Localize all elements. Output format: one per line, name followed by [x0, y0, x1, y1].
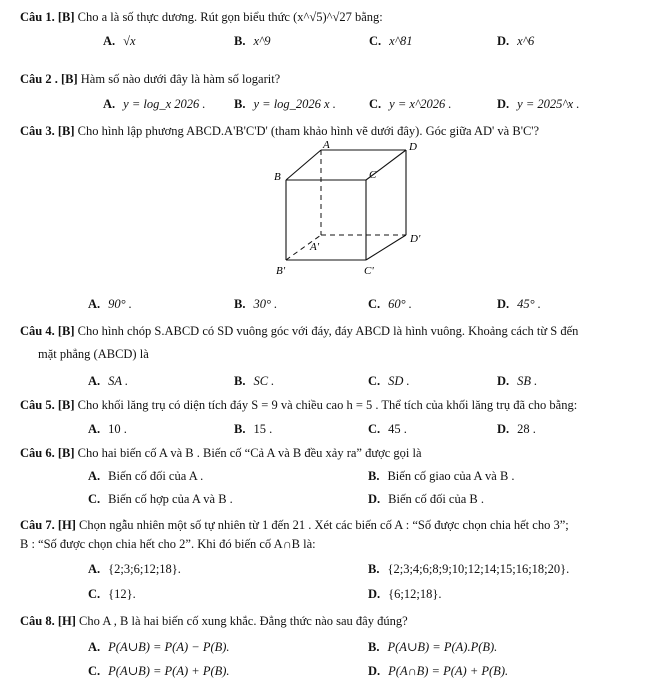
label-d: D — [409, 141, 417, 153]
label-c1: C' — [364, 265, 374, 277]
option-d[interactable]: D. 28 . — [497, 422, 536, 436]
question-text: Hàm số nào dưới đây là hàm số logarit? — [80, 72, 281, 86]
label-a1: A' — [310, 241, 320, 253]
option-a[interactable]: A. P(A∪B) = P(A) − P(B). — [88, 640, 230, 654]
option-b[interactable]: B. SC . — [234, 374, 275, 388]
option-b[interactable]: B. 30° . — [234, 297, 278, 311]
option-b[interactable]: B. P(A∪B) = P(A).P(B). — [368, 640, 498, 654]
question-level: [B] — [57, 324, 75, 338]
option-b[interactable]: B. Biến cố giao của A và B . — [368, 469, 515, 483]
edge-ab — [286, 150, 321, 180]
question-3 — [20, 124, 539, 139]
question-text: Cho A , B là hai biến cố xung khắc. Đẳng thức nào sau đây đúng? — [79, 614, 408, 628]
option-a[interactable]: A. √x — [103, 34, 136, 48]
option-a[interactable]: A. 90° . — [88, 297, 132, 311]
question-level: [B] — [57, 446, 75, 460]
question-level: [B] — [57, 398, 75, 412]
question-level: [B] — [60, 72, 78, 86]
option-b[interactable]: B. y = log_2026 x . — [234, 97, 336, 111]
question-text: Cho hai biến cố A và B . Biến cố “Cả A và B đều xảy ra” được gọi là — [77, 446, 422, 460]
question-level: [B] — [57, 10, 75, 24]
question-number: Câu 3. — [20, 124, 55, 138]
option-d[interactable]: D. SB . — [497, 374, 538, 388]
option-c[interactable]: C. 60° . — [368, 297, 412, 311]
question-text: Cho khối lăng trụ có diện tích đáy S = 9 và chiều cao h = 5 . Thể tích của khối lăng trụ đã cho bằng: — [77, 398, 578, 412]
option-c[interactable]: C. SD . — [368, 374, 410, 388]
option-b[interactable]: B. {2;3;4;6;8;9;10;12;14;15;16;18;20}. — [368, 562, 570, 576]
label-b: B — [274, 171, 281, 183]
option-a[interactable]: A. {2;3;6;12;18}. — [88, 562, 181, 576]
question-text: Chọn ngẫu nhiên một số tự nhiên từ 1 đến 21 . Xét các biến cố A : “Số được chọn chia hết cho 3”; — [79, 518, 569, 532]
edge-c1d1 — [366, 235, 406, 260]
option-a[interactable]: A. SA . — [88, 374, 129, 388]
option-c[interactable]: C. P(A∪B) = P(A) + P(B). — [88, 664, 230, 678]
option-d[interactable]: D. P(A∩B) = P(A) + P(B). — [368, 664, 509, 678]
label-b1: B' — [276, 265, 286, 277]
question-level: [B] — [57, 124, 75, 138]
option-d[interactable]: D. 45° . — [497, 297, 541, 311]
option-d[interactable]: D. y = 2025^x . — [497, 97, 580, 111]
option-d[interactable]: D. {6;12;18}. — [368, 587, 442, 601]
question-4 — [20, 324, 578, 339]
question-number: Câu 2 . — [20, 72, 58, 86]
option-b[interactable]: B. 15 . — [234, 422, 273, 436]
option-c[interactable]: C. Biến cố hợp của A và B . — [88, 492, 233, 506]
option-d[interactable]: D. Biến cố đối của B . — [368, 492, 484, 506]
option-a[interactable]: A. y = log_x 2026 . — [103, 97, 206, 111]
question-1 — [20, 10, 383, 25]
question-number: Câu 4. — [20, 324, 55, 338]
option-b[interactable]: B. x^9 — [234, 34, 271, 48]
question-text-continued: B : “Số được chọn chia hết cho 2”. Khi đó biến cố A∩B là: — [20, 537, 316, 551]
question-level: [H] — [57, 518, 76, 532]
question-number: Câu 8. — [20, 614, 55, 628]
option-c[interactable]: C. x^81 — [369, 34, 413, 48]
option-c[interactable]: C. 45 . — [368, 422, 407, 436]
question-6 — [20, 446, 422, 461]
option-d[interactable]: D. x^6 — [497, 34, 535, 48]
question-5 — [20, 398, 577, 413]
cube-figure — [266, 140, 436, 290]
question-text: Cho hình lập phương ABCD.A'B'C'D' (tham khảo hình vẽ dưới đây). Góc giữa AD' và B'C'? — [77, 124, 540, 138]
label-d1: D' — [410, 233, 421, 245]
option-a[interactable]: A. Biến cố đối của A . — [88, 469, 204, 483]
option-c[interactable]: C. {12}. — [88, 587, 136, 601]
question-level: [H] — [57, 614, 76, 628]
question-7 — [20, 518, 569, 533]
question-number: Câu 1. — [20, 10, 55, 24]
label-a: A — [323, 140, 330, 151]
question-number: Câu 6. — [20, 446, 55, 460]
question-text: Cho a là số thực dương. Rút gọn biểu thức (x^√5)^√27 bằng: — [77, 10, 383, 24]
question-8 — [20, 614, 408, 629]
option-c[interactable]: C. y = x^2026 . — [369, 97, 452, 111]
question-number: Câu 7. — [20, 518, 55, 532]
question-text-continued: mặt phẳng (ABCD) là — [38, 347, 149, 361]
label-c: C — [369, 169, 377, 181]
question-text: Cho hình chóp S.ABCD có SD vuông góc với đáy, đáy ABCD là hình vuông. Khoảng cách từ S đến — [77, 324, 579, 338]
option-a[interactable]: A. 10 . — [88, 422, 127, 436]
question-2 — [20, 72, 280, 87]
question-number: Câu 5. — [20, 398, 55, 412]
